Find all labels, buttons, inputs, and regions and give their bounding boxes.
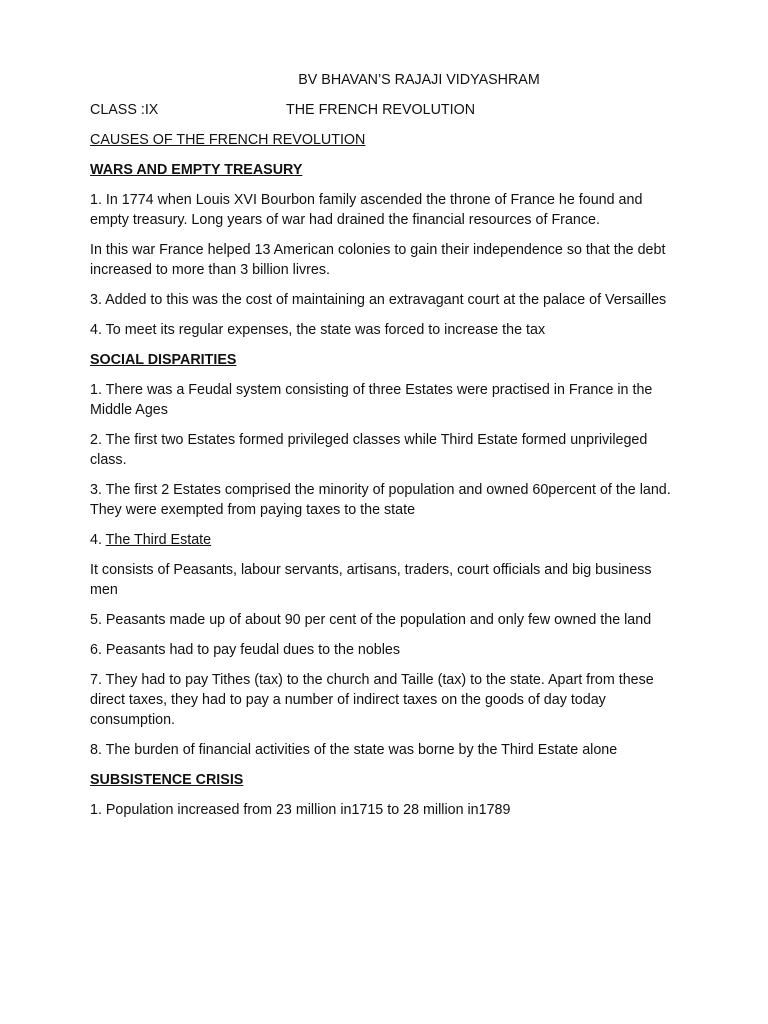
- section-heading-subsistence: SUBSISTENCE CRISIS: [90, 772, 244, 788]
- paragraph: 3. Added to this was the cost of maintaining an extravagant court at the palace of Versailles: [90, 292, 667, 308]
- third-estate-line: [90, 530, 680, 550]
- paragraph: 1. There was a Feudal system consisting of three Estates were practised in France in the Middle Ages: [90, 382, 653, 418]
- document-title: THE FRENCH REVOLUTION: [286, 102, 476, 118]
- class-label: CLASS :IX: [90, 102, 159, 118]
- class-title-row: [90, 100, 708, 120]
- section-heading-social: SOCIAL DISPARITIES: [90, 352, 237, 368]
- third-estate-number: 4.: [90, 532, 106, 548]
- causes-heading: CAUSES OF THE FRENCH REVOLUTION: [90, 132, 366, 148]
- paragraph: 1. In 1774 when Louis XVI Bourbon family ascended the throne of France he found and empty treasury. Long years of war had drained the financial resources of France.: [90, 192, 643, 228]
- paragraph: 7. They had to pay Tithes (tax) to the church and Taille (tax) to the state. Apart from these direct taxes, they had to pay a number of indirect taxes on the goods of day today consumption.: [90, 672, 654, 728]
- paragraph: 5. Peasants made up of about 90 per cent of the population and only few owned the land: [90, 612, 652, 628]
- school-name: BV BHAVAN’S RAJAJI VIDYASHRAM: [298, 72, 540, 88]
- paragraph: 6. Peasants had to pay feudal dues to the nobles: [90, 642, 400, 658]
- paragraph: 3. The first 2 Estates comprised the minority of population and owned 60percent of the land. They were exempted from paying taxes to the state: [90, 482, 671, 518]
- third-estate-title: The Third Estate: [105, 532, 212, 548]
- paragraph: 4. To meet its regular expenses, the state was forced to increase the tax: [90, 322, 546, 338]
- paragraph: In this war France helped 13 American colonies to gain their independence so that the debt increased to more than 3 billion livres.: [90, 242, 666, 278]
- paragraph: 2. The first two Estates formed privileged classes while Third Estate formed unprivileged class.: [90, 432, 648, 468]
- paragraph: 8. The burden of financial activities of the state was borne by the Third Estate alone: [90, 742, 618, 758]
- section-heading-wars: WARS AND EMPTY TREASURY: [90, 162, 303, 178]
- paragraph: It consists of Peasants, labour servants, artisans, traders, court officials and big business men: [90, 562, 652, 598]
- paragraph: 1. Population increased from 23 million in1715 to 28 million in1789: [90, 802, 511, 818]
